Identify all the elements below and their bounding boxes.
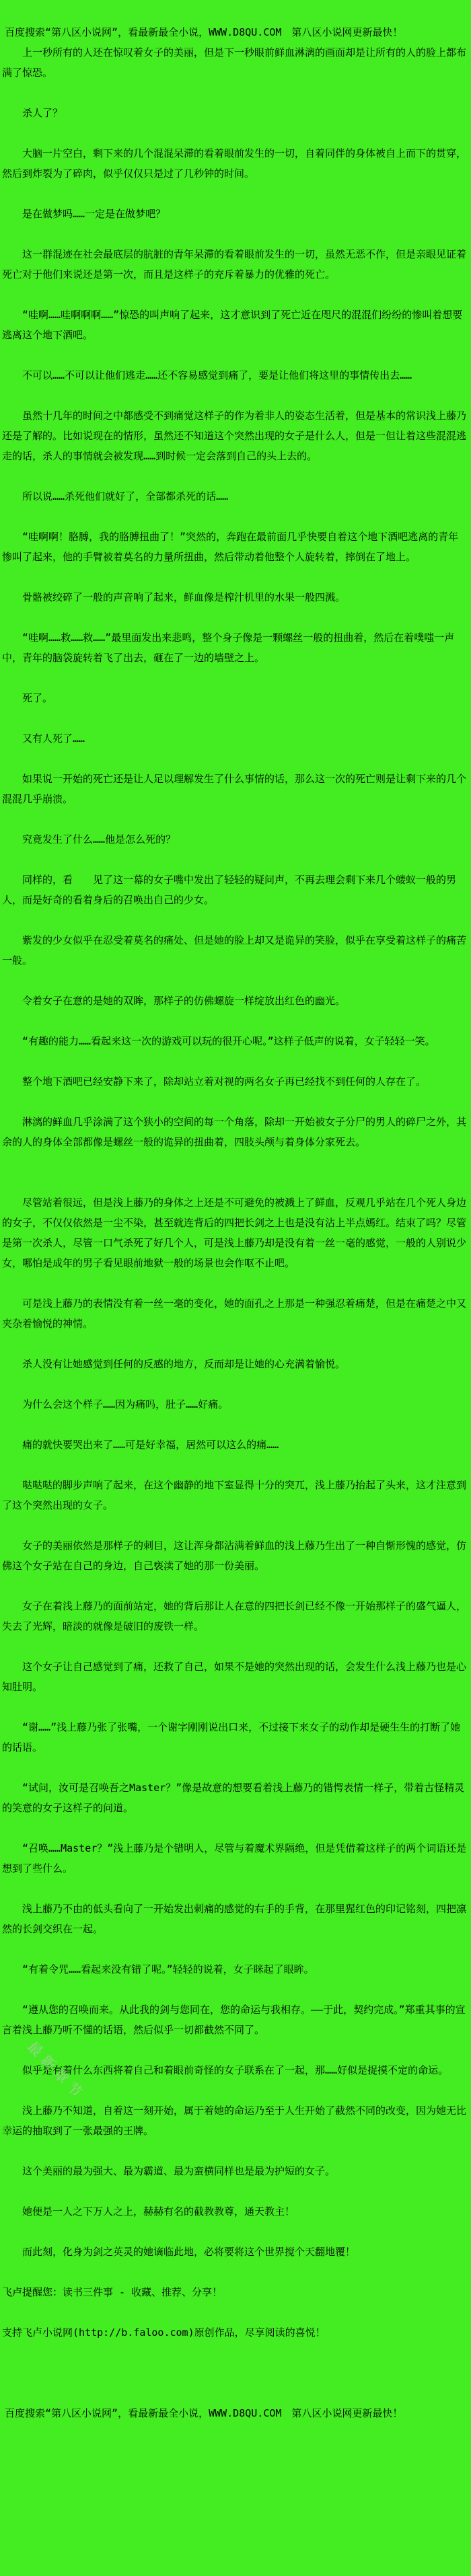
paragraph: “有趣的能力……看起来这一次的游戏可以玩的很开心呢。”这样子低声的说着，女子轻轻一笑。 xyxy=(22,1035,435,1047)
support-line: 支持飞卢小说网(http://b.faloo.com)原创作品，尽享阅读的喜悦！ xyxy=(2,2326,326,2339)
paragraph: 虽然十几年的时间之中都感受不到痛觉这样子的作为着非人的姿态生活着，但是基本的常识浅上藤乃还是了解的。比如说现在的情形，虽然还不知道这个突然出现的女子是什么人，但是一但让着这些混混逃走的话，杀人的事情就会被发现……到时候一定会落到自己的头上去的。 xyxy=(2,410,467,462)
paragraph: 浅上藤乃不知道，自着这一刻开始，属于着她的命运乃至于人生开始了截然不同的改变，因为她无比幸运的抽取到了一张最强的王牌。 xyxy=(2,2105,467,2137)
paragraph: 哒哒哒的脚步声响了起来，在这个幽静的地下室显得十分的突兀，浅上藤乃抬起了头来，这才注意到了这个突然出现的女子。 xyxy=(2,1479,467,1511)
promo-line-bottom: 百度搜索“第八区小说网”，看最新最全小说，WWW.D8QU.COM 第八区小说网更新最快！ xyxy=(5,2407,403,2419)
paragraph: 同样的，看 见了这一幕的女子嘴中发出了轻轻的疑问声，不再去理会剩下来几个蝼蚁一般的男人，而是好奇的看着身后的召唤出自己的少女。 xyxy=(2,874,457,906)
paragraph: “谢……”浅上藤乃张了张嘴，一个谢字刚刚说出口来，不过接下来女子的动作却是硬生生的打断了她的话语。 xyxy=(2,1721,461,1753)
paragraph: 淋漓的鲜血几乎涂满了这个狭小的空间的每一个角落，除却一开始被女子分尸的男人的碎尸之外，其余的人的身体全部都像是螺丝一般的诡异的扭曲着，四肢头颅与着身体分家死去。 xyxy=(2,1116,467,1148)
paragraph: “哇啊……哇啊啊啊……”惊恐的叫声响了起来，这才意识到了死亡近在咫尺的混混们纷纷的惨叫着想要逃离这个地下酒吧。 xyxy=(2,309,463,341)
paragraph: “有着令咒……看起来没有错了呢。”轻轻的说着，女子眯起了眼眸。 xyxy=(22,1963,314,1975)
paragraph: 为什么会这个样子……因为痛吗，肚子……好痛。 xyxy=(22,1398,229,1410)
paragraph: 女子的美丽依然是那样子的刺目，这让浑身都沾满着鲜血的浅上藤乃生出了一种自惭形愧的感觉，仿佛这个女子站在自己的身边，自己亵渎了她的那一份美丽。 xyxy=(2,1540,467,1572)
paragraph: 她便是一人之下万人之上，赫赫有名的截教教尊，通天教主！ xyxy=(22,2205,295,2218)
paragraph: 尽管站着很远，但是浅上藤乃的身体之上还是不可避免的被溅上了鲜血，反观几乎站在几个死人身边的女子，不仅仅依然是一尘不染，甚至就连背后的四把长剑之上也是没有沾上半点嫣红。结束了吗？尽管是第一次杀人，尽管一口气杀死了好几个人，可是浅上藤乃却是没有着一丝一毫的感觉，一般的人别说少女，哪怕是成年的男子看见眼前地狱一般的场景也会作呕不止吧。 xyxy=(2,1197,467,1269)
anti-piracy-watermark: 最新章节 xyxy=(24,2038,89,2104)
paragraph: 究竟发生了什么……他是怎么死的？ xyxy=(22,833,176,845)
paragraph: 可是浅上藤乃的表情没有着一丝一毫的变化，她的面孔之上那是一种强忍着痛楚，但是在痛楚之中又夹杂着愉悦的神情。 xyxy=(2,1297,467,1330)
paragraph: 痛的就快要哭出来了……可是好幸福，居然可以这么的痛…… xyxy=(22,1439,279,1451)
paragraph: 如果说一开始的死亡还是让人足以理解发生了什么事情的话，那么这一次的死亡则是让剩下来的几个混混几乎崩溃。 xyxy=(2,773,467,805)
paragraph: 不可以……不可以让他们逃走……还不容易感觉到痛了，要是让他们将这里的事情传出去…… xyxy=(22,369,412,381)
paragraph: 似乎是有着什么东西将着自己和着眼前奇怪的女子联系在了一起，那……好似是捉摸不定的命运。 xyxy=(22,2064,449,2076)
paragraph: 紫发的少女似乎在忍受着莫名的痛处、但是她的脸上却又是诡异的笑脸，似乎在享受着这样子的痛苦一般。 xyxy=(2,934,467,967)
paragraph: 令着女子在意的是她的双眸，那样子的仿佛螺旋一样绽放出红色的幽光。 xyxy=(22,995,346,1007)
paragraph: 浅上藤乃不由的低头看向了一开始发出刺痛的感觉的右手的手背，在那里猩红色的印记铭刻，四把凛然的长剑交织在一起。 xyxy=(2,1903,467,1935)
paragraph: 这一群混迹在社会最底层的肮脏的青年呆滞的看着眼前发生的一切，虽然无恶不作，但是亲眼见证着死亡对于他们来说还是第一次，而且是这样子的充斥着暴力的优雅的死亡。 xyxy=(2,248,467,280)
paragraph: “哇啊……救……救……”最里面发出来悲鸣，整个身子像是一颗螺丝一般的扭曲着，然后在着噗嗤一声中，青年的脑袋旋转着飞了出去，砸在了一边的墙壁之上。 xyxy=(2,632,455,664)
paragraph: 死了。 xyxy=(22,692,53,704)
paragraph: 这个女子让自己感觉到了痛，还救了自己，如果不是她的突然出现的话，会发生什么浅上藤乃也是心知肚明。 xyxy=(2,1661,467,1693)
paragraph: “遵从您的召唤而来。从此我的剑与您同在，您的命运与我相存。——于此，契约完成。”郑重其事的宣言着浅上藤乃听不懂的话语，然后似乎一切都截然不同了。 xyxy=(2,2004,466,2036)
novel-content xyxy=(2,22,468,2423)
paragraph: “试问，汝可是召唤吾之Master？”像是故意的想要看着浅上藤乃的错愕表情一样子，带着古怪精灵的笑意的女子这样子的问道。 xyxy=(2,1782,465,1814)
promo-line-top: 百度搜索“第八区小说网”，看最新最全小说，WWW.D8QU.COM 第八区小说网更新最快！ xyxy=(5,26,403,38)
paragraph: 这个美丽的最为强大、最为霸道、最为蛮横同样也是最为护短的女子。 xyxy=(22,2165,336,2177)
paragraph: 骨骼被绞碎了一般的声音响了起来，鲜血像是榨汁机里的水果一般四溅。 xyxy=(22,591,346,603)
reader-reminder: 飞卢提醒您：读书三件事 - 收藏、推荐、分享！ xyxy=(2,2286,223,2298)
paragraph: 大脑一片空白，剩下来的几个混混呆滞的看着眼前发生的一切，自着同伴的身体被自上而下的贯穿，然后到炸裂为了碎肉，似乎仅仅只是过了几秒钟的时间。 xyxy=(2,147,467,180)
paragraph: 杀人了？ xyxy=(22,107,63,119)
paragraph: 整个地下酒吧已经安静下来了，除却站立着对视的两名女子再已经找不到任何的人存在了。 xyxy=(22,1075,427,1088)
paragraph: “召唤……Master？”浅上藤乃是个错明人，尽管与着魔术界隔绝，但是凭借着这样子的两个词语还是想到了些什么。 xyxy=(2,1842,467,1874)
paragraph: 上一秒所有的人还在惊叹着女子的美丽，但是下一秒眼前鲜血淋漓的画面却是让所有的人的脸上都布满了惊恐。 xyxy=(2,46,467,79)
paragraph: 是在做梦吗……一定是在做梦吧？ xyxy=(22,208,166,220)
paragraph: 女子在着浅上藤乃的面前站定，她的背后那让人在意的四把长剑已经不像一开始那样子的盛气逼人，失去了光辉，暗淡的就像是破旧的废铁一样。 xyxy=(2,1600,467,1632)
paragraph: “哇啊啊！胳膊，我的胳膊扭曲了！”突然的，奔跑在最前面几乎快要自着这个地下酒吧逃离的青年惨叫了起来，他的手臂被着莫名的力量所扭曲，然后带动着他整个人旋转着，摔倒在了地上。 xyxy=(2,531,459,563)
paragraph: 而此刻，化身为剑之英灵的她谪临此地，必将要将这个世界搅个天翻地覆！ xyxy=(22,2246,356,2258)
paragraph: 所以说……杀死他们就好了，全部都杀死的话…… xyxy=(22,490,229,502)
paragraph: 杀人没有让她感觉到任何的反感的地方，反而却是让她的心充满着愉悦。 xyxy=(22,1358,346,1370)
paragraph: 又有人死了…… xyxy=(22,732,85,745)
